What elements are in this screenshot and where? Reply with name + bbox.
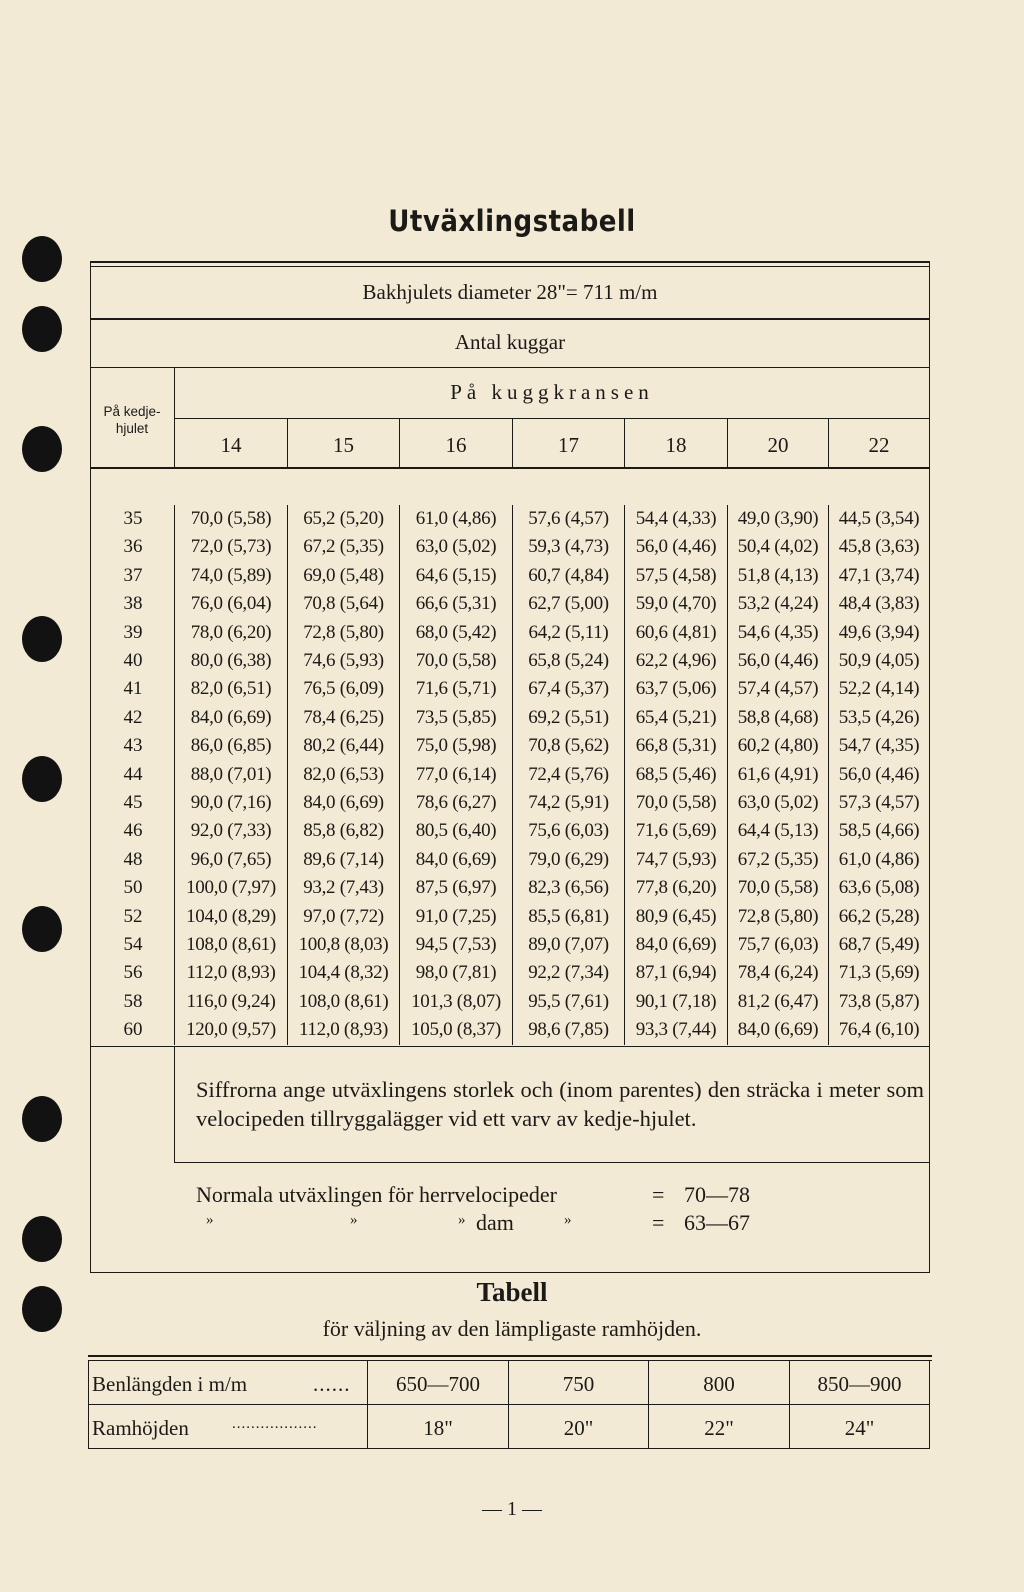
divider	[88, 1404, 930, 1405]
chainwheel-teeth: 58	[123, 990, 143, 1012]
gear-ratio-cell: 76,5 (6,09)	[303, 678, 384, 700]
binder-hole	[22, 1096, 62, 1142]
gear-ratio-cell: 108,0 (8,61)	[298, 990, 389, 1012]
leg-length-label: Benlängden i m/m	[92, 1372, 248, 1396]
gear-ratio-cell: 75,6 (6,03)	[528, 820, 609, 842]
gear-ratio-cell: 120,0 (9,57)	[186, 1019, 276, 1041]
gear-ratio-cell: 72,8 (5,80)	[303, 621, 384, 643]
gear-ratio-cell: 75,0 (5,98)	[415, 735, 497, 757]
sprocket-header: På kuggkransen	[450, 380, 654, 404]
sprocket-teeth-16: 16	[445, 433, 467, 457]
gear-ratio-cell: 85,5 (6,81)	[528, 905, 609, 927]
sprocket-teeth-20: 20	[767, 433, 789, 457]
gear-ratio-cell: 70,8 (5,64)	[303, 593, 384, 615]
gear-ratio-cell: 66,6 (5,31)	[415, 593, 497, 615]
gear-ratio-cell: 100,8 (8,03)	[298, 934, 389, 955]
sprocket-teeth-17: 17	[558, 433, 579, 457]
gear-ratio-cell: 64,2 (5,11)	[528, 621, 609, 643]
divider	[88, 1448, 930, 1449]
gear-ratio-cell: 57,4 (4,57)	[737, 678, 819, 700]
ditto-mark: »	[206, 1212, 214, 1228]
chainwheel-teeth: 45	[123, 792, 143, 813]
frame-height-label: Ramhöjden	[92, 1416, 189, 1440]
sprocket-teeth-15: 15	[333, 433, 354, 457]
frame-height-value: 18"	[423, 1416, 453, 1440]
binder-hole	[22, 616, 62, 662]
chainwheel-teeth: 42	[123, 706, 143, 728]
gear-ratio-cell: 67,2 (5,35)	[303, 536, 384, 558]
chainwheel-teeth: 46	[123, 820, 143, 842]
sprocket-teeth-22: 22	[868, 433, 890, 457]
gear-ratio-cell: 108,0 (8,61)	[186, 934, 276, 955]
gear-ratio-cell: 84,0 (6,69)	[635, 934, 717, 955]
table-top-rule	[90, 261, 930, 263]
gear-ratio-cell: 56,0 (4,46)	[635, 536, 717, 558]
gear-ratio-cell: 104,4 (8,32)	[298, 962, 389, 984]
gear-ratio-cell: 64,6 (5,15)	[415, 564, 497, 586]
gear-ratio-cell: 78,6 (6,27)	[415, 792, 497, 813]
gear-ratio-cell: 73,8 (5,87)	[838, 990, 920, 1012]
gear-ratio-cell: 112,0 (8,93)	[298, 1019, 389, 1041]
chainwheel-teeth: 38	[123, 593, 143, 615]
chainwheel-teeth: 40	[123, 650, 143, 671]
sprocket-teeth-18: 18	[665, 433, 687, 457]
gear-ratio-cell: 85,8 (6,82)	[303, 820, 384, 842]
gear-ratio-cell: 64,4 (5,13)	[737, 820, 819, 842]
teeth-header: Antal kuggar	[454, 330, 566, 354]
gear-ratio-cell: 77,8 (6,20)	[635, 877, 717, 899]
gear-ratio-cell: 69,0 (5,48)	[303, 564, 384, 586]
gear-ratio-cell: 88,0 (7,01)	[190, 763, 272, 785]
gear-ratio-cell: 68,7 (5,49)	[838, 934, 920, 955]
gear-ratio-cell: 61,0 (4,86)	[415, 508, 497, 529]
gear-ratio-cell: 75,7 (6,03)	[737, 934, 819, 955]
leg-length-value: 650—700	[396, 1372, 480, 1396]
gear-ratio-cell: 50,4 (4,02)	[737, 536, 819, 558]
gear-ratio-cell: 77,0 (6,14)	[415, 763, 497, 785]
divider	[88, 1361, 89, 1449]
gear-ratio-cell: 92,0 (7,33)	[190, 820, 272, 842]
divider	[174, 1162, 930, 1163]
gear-ratio-cell: 82,0 (6,53)	[303, 763, 384, 785]
gear-ratio-cell: 78,4 (6,24)	[737, 962, 819, 984]
gear-ratio-cell: 116,0 (9,24)	[186, 990, 276, 1012]
gear-ratio-cell: 104,0 (8,29)	[186, 905, 276, 927]
gear-ratio-cell: 87,1 (6,94)	[635, 962, 717, 984]
gear-ratio-cell: 81,2 (6,47)	[737, 990, 819, 1012]
page-number: — 1 —	[482, 1498, 542, 1520]
gear-ratio-cell: 84,0 (6,69)	[190, 706, 272, 728]
gear-ratio-cell: 74,7 (5,93)	[635, 848, 717, 870]
binder-hole	[22, 1216, 62, 1262]
gear-ratio-cell: 84,0 (6,69)	[737, 1019, 819, 1041]
gear-ratio-cell: 78,0 (6,20)	[190, 621, 272, 643]
gear-ratio-cell: 59,3 (4,73)	[528, 536, 609, 558]
gear-ratio-cell: 84,0 (6,69)	[415, 848, 497, 870]
leader-dots: ..................	[232, 1416, 318, 1432]
gear-ratio-cell: 87,5 (6,97)	[415, 877, 497, 899]
chainwheel-teeth: 54	[123, 934, 143, 955]
normal-men-eq: =	[652, 1182, 665, 1207]
gear-ratio-cell: 82,0 (6,51)	[190, 678, 272, 700]
gear-ratio-cell: 74,6 (5,93)	[303, 650, 384, 671]
gear-ratio-cell: 47,1 (3,74)	[838, 564, 920, 586]
gear-ratio-cell: 93,3 (7,44)	[635, 1019, 717, 1041]
gear-ratio-cell: 70,0 (5,58)	[635, 792, 717, 813]
gear-ratio-cell: 80,0 (6,38)	[190, 650, 272, 671]
divider	[929, 1361, 930, 1449]
gear-ratio-cell: 100,0 (7,97)	[186, 877, 276, 899]
gear-ratio-cell: 66,2 (5,28)	[838, 905, 920, 927]
gear-ratio-cell: 98,6 (7,85)	[528, 1019, 609, 1041]
chainwheel-teeth: 41	[123, 678, 143, 700]
gear-ratio-cell: 71,6 (5,71)	[415, 678, 497, 700]
sprocket-teeth-14: 14	[220, 433, 242, 457]
gear-ratio-cell: 74,0 (5,89)	[190, 564, 272, 586]
gear-ratio-cell: 49,0 (3,90)	[737, 508, 819, 529]
gear-ratio-cell: 48,4 (3,83)	[838, 593, 920, 615]
chainwheel-teeth: 37	[123, 564, 143, 586]
gear-ratio-cell: 53,2 (4,24)	[737, 593, 819, 615]
divider	[88, 1360, 932, 1361]
normal-men-label: Normala utväxlingen för herrvelocipeder	[196, 1182, 558, 1207]
gear-ratio-cell: 71,3 (5,69)	[838, 962, 920, 984]
gear-ratio-cell: 76,0 (6,04)	[190, 593, 272, 615]
gear-ratio-cell: 56,0 (4,46)	[737, 650, 819, 671]
chainwheel-teeth: 48	[123, 848, 143, 870]
chainwheel-header: På kedje-hjulet	[103, 404, 161, 436]
normal-women-eq: =	[652, 1210, 665, 1235]
gear-ratio-cell: 98,0 (7,81)	[415, 962, 497, 984]
gear-ratio-cell: 70,0 (5,58)	[190, 508, 272, 529]
leader-dots: ......	[313, 1372, 351, 1396]
gear-ratio-cell: 82,3 (6,56)	[528, 877, 609, 899]
frame-height-value: 22"	[704, 1416, 734, 1440]
gear-ratio-cell: 101,3 (8,07)	[411, 990, 501, 1012]
gear-ratio-cell: 57,5 (4,58)	[635, 564, 717, 586]
gear-ratio-cell: 66,8 (5,31)	[635, 735, 717, 757]
gear-ratio-cell: 61,6 (4,91)	[737, 763, 819, 785]
gear-ratio-cell: 80,2 (6,44)	[303, 735, 384, 757]
gear-ratio-cell: 60,7 (4,84)	[528, 564, 609, 586]
gear-ratio-cell: 96,0 (7,65)	[190, 848, 272, 870]
gear-ratio-cell: 84,0 (6,69)	[303, 792, 384, 813]
gear-ratio-cell: 65,4 (5,21)	[635, 706, 717, 728]
gear-ratio-cell: 93,2 (7,43)	[303, 877, 384, 899]
gear-ratio-cell: 72,8 (5,80)	[737, 905, 819, 927]
binder-hole	[22, 906, 62, 952]
gear-ratio-cell: 53,5 (4,26)	[838, 706, 920, 728]
gear-ratio-cell: 105,0 (8,37)	[411, 1019, 501, 1041]
ditto-mark: »	[564, 1212, 572, 1228]
frame-height-value: 24"	[844, 1416, 875, 1440]
gear-ratio-cell: 62,2 (4,96)	[635, 650, 717, 671]
frame-table-subtitle: för väljning av den lämpligaste ramhöjden.	[322, 1316, 702, 1341]
gear-ratio-cell: 52,2 (4,14)	[838, 678, 920, 700]
divider	[90, 367, 930, 368]
binder-hole	[22, 306, 62, 352]
gear-ratio-cell: 60,6 (4,81)	[635, 621, 717, 643]
gear-ratio-cell: 112,0 (8,93)	[186, 962, 276, 984]
chainwheel-teeth: 36	[123, 536, 143, 558]
divider	[88, 1355, 932, 1357]
chainwheel-teeth: 52	[123, 905, 143, 927]
gear-ratio-cell: 45,8 (3,63)	[838, 536, 920, 558]
gear-ratio-cell: 60,2 (4,80)	[737, 735, 819, 757]
table-bottom-border	[90, 1272, 930, 1273]
gear-ratio-cell: 63,6 (5,08)	[838, 877, 920, 899]
normal-women-word: dam	[476, 1210, 514, 1235]
table-right-border	[929, 261, 930, 1273]
gear-ratio-cell: 59,0 (4,70)	[635, 593, 717, 615]
binder-hole	[22, 756, 62, 802]
gear-ratio-cell: 54,7 (4,35)	[838, 735, 920, 757]
normal-women-value: 63—67	[684, 1210, 750, 1235]
gear-ratio-cell: 54,6 (4,35)	[737, 621, 819, 643]
frame-table-title: Tabell	[476, 1277, 548, 1307]
gear-ratio-cell: 73,5 (5,85)	[415, 706, 497, 728]
chainwheel-teeth: 60	[123, 1019, 143, 1041]
diameter-header: Bakhjulets diameter 28"= 711 m/m	[362, 280, 658, 304]
chainwheel-teeth: 56	[123, 962, 143, 984]
gear-ratio-cell: 54,4 (4,33)	[635, 508, 717, 529]
divider	[90, 467, 930, 469]
gear-ratio-cell: 89,6 (7,14)	[303, 848, 384, 870]
gear-ratio-cell: 70,0 (5,58)	[415, 650, 497, 671]
gear-ratio-cell: 91,0 (7,25)	[415, 905, 497, 927]
gear-ratio-cell: 51,8 (4,13)	[737, 564, 819, 586]
chainwheel-teeth: 35	[123, 508, 143, 529]
gear-ratio-cell: 97,0 (7,72)	[303, 905, 384, 927]
gear-ratio-cell: 71,6 (5,69)	[635, 820, 717, 842]
chainwheel-teeth: 43	[123, 735, 143, 757]
explanation-note: Siffrorna ange utväxlingens storlek och (inom parentes) den sträcka i meter som velocipeden tillryggalägger vid ett varv av kedje-hjulet.	[196, 1077, 924, 1131]
divider	[174, 1047, 175, 1163]
divider	[90, 318, 930, 320]
gear-ratio-cell: 50,9 (4,05)	[838, 650, 920, 671]
gear-ratio-cell: 68,5 (5,46)	[635, 763, 717, 785]
gear-ratio-cell: 79,0 (6,29)	[528, 848, 609, 870]
gear-ratio-cell: 76,4 (6,10)	[838, 1019, 920, 1041]
table-top-rule-thin	[90, 266, 930, 267]
gear-ratio-cell: 63,0 (5,02)	[415, 536, 497, 558]
gear-ratio-cell: 65,8 (5,24)	[528, 650, 609, 671]
normal-men-value: 70—78	[684, 1182, 750, 1207]
gear-ratio-cell: 80,5 (6,40)	[415, 820, 497, 842]
gear-ratio-cell: 70,8 (5,62)	[528, 735, 609, 757]
gear-ratio-cell: 70,0 (5,58)	[737, 877, 819, 899]
gear-ratio-cell: 78,4 (6,25)	[303, 706, 384, 728]
chainwheel-teeth: 44	[123, 763, 143, 785]
gear-ratio-cell: 57,3 (4,57)	[838, 792, 920, 813]
leg-length-value: 750	[562, 1372, 595, 1396]
gear-ratio-cell: 63,0 (5,02)	[737, 792, 819, 813]
gear-ratio-cell: 72,0 (5,73)	[190, 536, 272, 558]
gear-ratio-cell: 65,2 (5,20)	[303, 508, 384, 529]
binder-hole	[22, 236, 62, 282]
gear-ratio-cell: 86,0 (6,85)	[190, 735, 272, 757]
gear-ratio-cell: 49,6 (3,94)	[838, 621, 920, 643]
gear-ratio-cell: 90,1 (7,18)	[635, 990, 717, 1012]
gear-ratio-cell: 62,7 (5,00)	[528, 593, 609, 615]
gear-ratio-cell: 57,6 (4,57)	[528, 508, 609, 529]
divider	[90, 1046, 930, 1047]
gear-ratio-cell: 69,2 (5,51)	[528, 706, 609, 728]
gear-ratio-cell: 67,2 (5,35)	[737, 848, 819, 870]
gear-ratio-cell: 94,5 (7,53)	[415, 934, 497, 955]
gear-ratio-cell: 74,2 (5,91)	[528, 792, 609, 813]
binder-hole	[22, 426, 62, 472]
gear-ratio-cell: 44,5 (3,54)	[838, 508, 920, 529]
leg-length-value: 850—900	[817, 1372, 902, 1396]
gear-ratio-cell: 68,0 (5,42)	[415, 621, 497, 643]
ditto-mark: »	[458, 1212, 466, 1228]
divider	[175, 418, 929, 419]
gear-ratio-cell: 89,0 (7,07)	[528, 934, 609, 955]
gear-ratio-cell: 72,4 (5,76)	[528, 763, 609, 785]
chainwheel-teeth: 39	[123, 621, 143, 643]
gear-ratio-cell: 95,5 (7,61)	[528, 990, 609, 1012]
frame-height-value: 20"	[563, 1416, 594, 1440]
leg-length-value: 800	[703, 1372, 735, 1396]
gear-ratio-cell: 58,8 (4,68)	[737, 706, 819, 728]
chainwheel-teeth: 50	[123, 877, 143, 899]
gear-ratio-cell: 63,7 (5,06)	[635, 678, 717, 700]
ditto-mark: »	[350, 1212, 358, 1228]
gear-ratio-cell: 67,4 (5,37)	[528, 678, 609, 700]
page-title: Utväxlingstabell	[388, 204, 636, 238]
gear-ratio-cell: 58,5 (4,66)	[838, 820, 920, 842]
gear-ratio-cell: 61,0 (4,86)	[838, 848, 920, 870]
gear-ratio-cell: 90,0 (7,16)	[190, 792, 272, 813]
gear-ratio-cell: 92,2 (7,34)	[528, 962, 609, 984]
gear-ratio-cell: 56,0 (4,46)	[838, 763, 920, 785]
gear-ratio-cell: 80,9 (6,45)	[635, 905, 717, 927]
